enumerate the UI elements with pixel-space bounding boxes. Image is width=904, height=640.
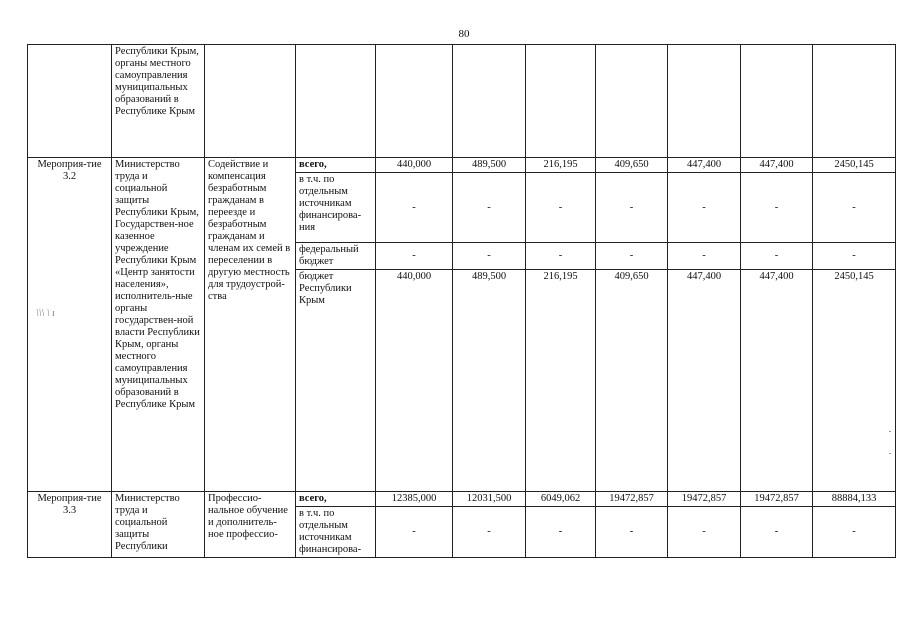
source-label: в т.ч. по отдельным источникам финансирова- [296, 507, 376, 558]
executor-cell: Министерство труда и социальной защиты Республики [112, 492, 205, 558]
description-cell [205, 45, 296, 158]
value-cell: 88884,133 [813, 492, 896, 507]
measure-3-3-total-row [28, 492, 896, 507]
value-cell: - [813, 173, 896, 243]
page-number: 80 [458, 28, 470, 40]
source-label: в т.ч. по отдельным источникам финансирова-ния [296, 173, 376, 243]
value-cell: 447,400 [741, 270, 813, 492]
measure-name-cell: Мероприя-тие 3.2 [28, 158, 112, 492]
value-cell: - [453, 507, 526, 558]
source-label: федеральный бюджет [296, 243, 376, 270]
value-cell: - [453, 243, 526, 270]
financing-table [27, 44, 896, 558]
value-cell: 19472,857 [596, 492, 668, 507]
value-cell [668, 45, 741, 158]
value-cell: - [596, 507, 668, 558]
value-cell: - [526, 243, 596, 270]
value-cell: - [813, 243, 896, 270]
source-cell [296, 45, 376, 158]
value-cell: - [741, 507, 813, 558]
value-cell: - [813, 507, 896, 558]
value-cell: - [668, 243, 741, 270]
value-cell: 6049,062 [526, 492, 596, 507]
value-cell: 409,650 [596, 270, 668, 492]
value-cell: 440,000 [376, 270, 453, 492]
value-cell: - [668, 173, 741, 243]
value-cell: - [741, 173, 813, 243]
value-cell: 489,500 [453, 158, 526, 173]
value-cell: 12031,500 [453, 492, 526, 507]
value-cell: - [376, 507, 453, 558]
value-cell: 12385,000 [376, 492, 453, 507]
value-cell: - [596, 243, 668, 270]
value-cell [741, 45, 813, 158]
value-cell: 489,500 [453, 270, 526, 492]
scan-speck [889, 431, 891, 432]
value-cell: 447,400 [668, 158, 741, 173]
description-cell: Содействие и компенсация безработным гражданам в переезде и безработным гражданам и членам их семей в переселении в другую местность для трудоустрой-ства [205, 158, 296, 492]
value-cell: - [741, 243, 813, 270]
value-cell: 447,400 [741, 158, 813, 173]
continuation-row [28, 45, 896, 158]
value-cell: - [376, 243, 453, 270]
value-cell: 409,650 [596, 158, 668, 173]
measure-name-cell: Мероприя-тие 3.3 [28, 492, 112, 558]
value-cell [813, 45, 896, 158]
measure-name-cell [28, 45, 112, 158]
executor-cell: Республики Крым, органы местного самоуправления муниципальных образований в Республике Крым [112, 45, 205, 158]
value-cell: 447,400 [668, 270, 741, 492]
value-cell [596, 45, 668, 158]
value-cell [376, 45, 453, 158]
scan-speck [889, 453, 891, 454]
source-label: всего, [296, 158, 376, 173]
value-cell [453, 45, 526, 158]
value-cell: - [596, 173, 668, 243]
value-cell [526, 45, 596, 158]
value-cell: - [668, 507, 741, 558]
value-cell: 19472,857 [741, 492, 813, 507]
measure-3-2-total-row [28, 158, 896, 173]
value-cell: 2450,145 [813, 270, 896, 492]
source-label: всего, [296, 492, 376, 507]
value-cell: 216,195 [526, 270, 596, 492]
handwritten-mark: \\\ \ ı [36, 308, 55, 319]
value-cell: 2450,145 [813, 158, 896, 173]
source-label: бюджет Республики Крым [296, 270, 376, 492]
executor-cell: Министерство труда и социальной защиты Республики Крым, Государствен-ное казенное учреждение Республики Крым «Центр занятости населения», исполнитель-ные органы государствен-ной власти Республики Крым, органы местного самоуправления муниципальных образований в Республике Крым [112, 158, 205, 492]
value-cell: - [376, 173, 453, 243]
value-cell: - [526, 173, 596, 243]
value-cell: - [453, 173, 526, 243]
value-cell: 440,000 [376, 158, 453, 173]
value-cell: - [526, 507, 596, 558]
value-cell: 19472,857 [668, 492, 741, 507]
description-cell: Профессио-нальное обучение и дополнитель-ное профессио- [205, 492, 296, 558]
value-cell: 216,195 [526, 158, 596, 173]
